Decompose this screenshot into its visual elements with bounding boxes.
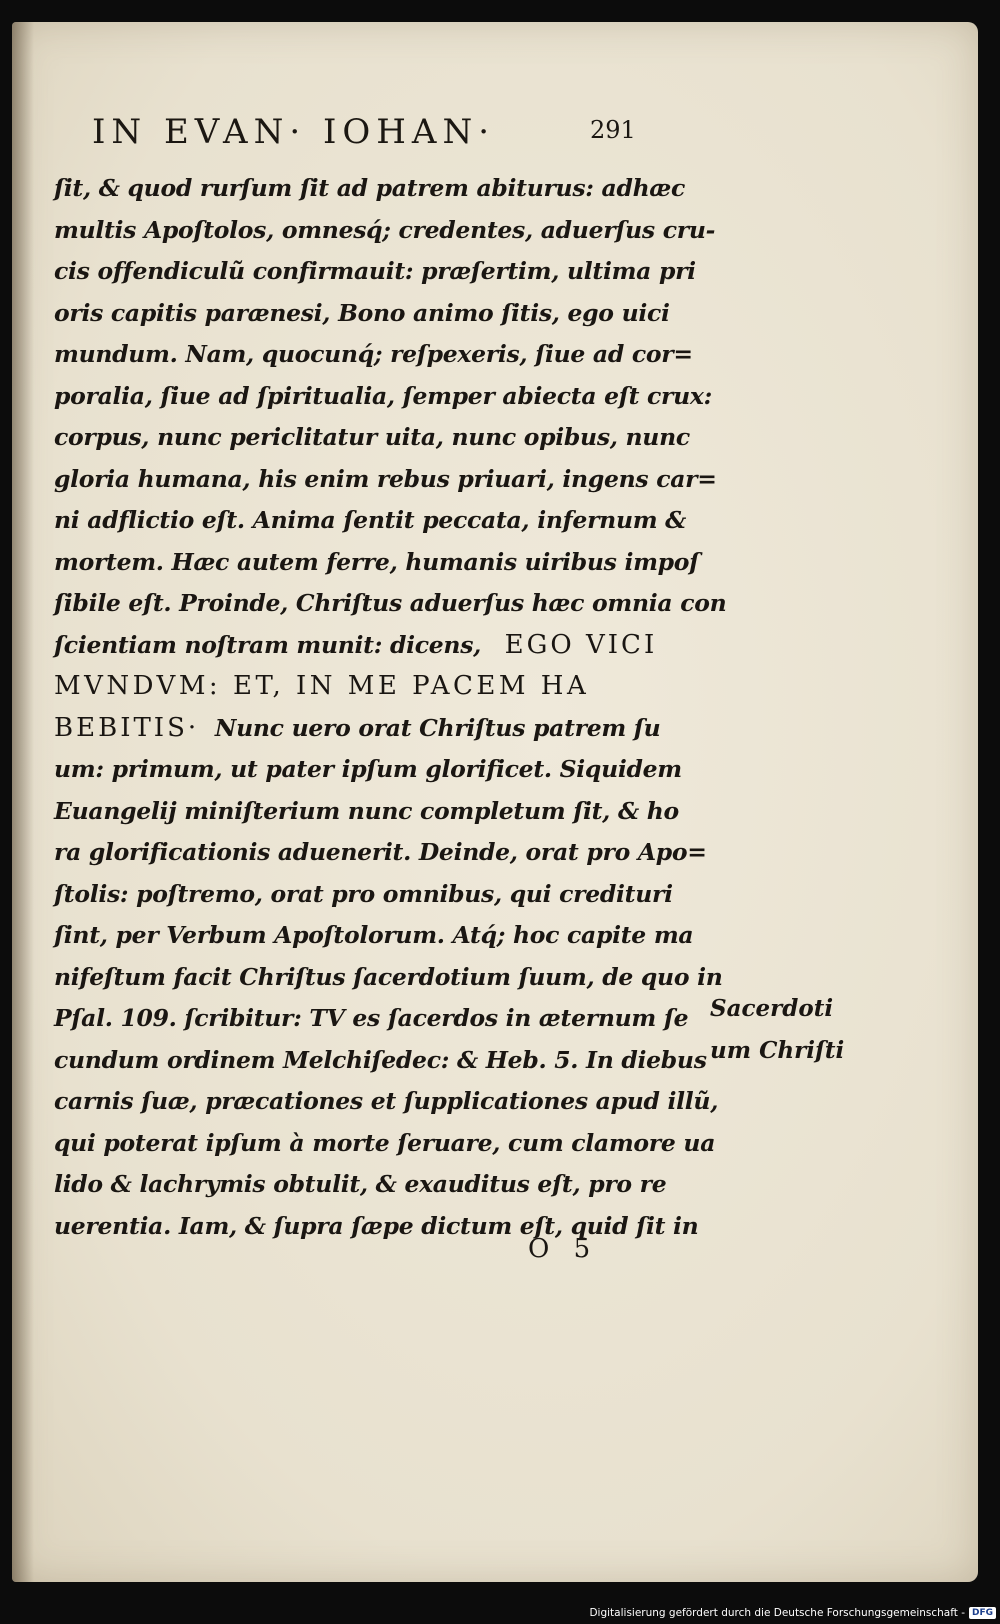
marginal-note xyxy=(710,988,870,1071)
signature-mark: O 5 xyxy=(528,1234,599,1264)
text-line: ſit, & quod rurſum ſit ad patrem abiturus: adhæc xyxy=(54,174,685,202)
text-segment: ſcientiam noſtram munit: dicens, xyxy=(54,630,482,659)
quotation-caps: BEBITIS· xyxy=(54,712,200,743)
quotation-caps: EGO VICI xyxy=(504,629,658,660)
main-text-block xyxy=(54,168,727,1247)
quotation-caps-line: MVNDVM: ET, IN ME PACEM HA xyxy=(54,671,590,701)
text-line xyxy=(54,625,694,667)
text-line: gloria humana, his enim rebus priuari, ingens car= xyxy=(54,464,717,493)
text-line: ſint, per Verbum Apoſtolorum. Atq́; hoc capite ma xyxy=(54,921,694,949)
spine-shadow xyxy=(12,22,34,1582)
page-number: 291 xyxy=(590,116,636,144)
text-line: mortem. Hæc autem ferre, humanis uiribus impoſ xyxy=(54,547,699,576)
credit-text: Digitalisierung gefördert durch die Deutsche Forschungsgemeinschaft - xyxy=(589,1607,965,1619)
text-segment: Nunc uero orat Chriſtus patrem ſu xyxy=(214,713,661,742)
marginal-note-line: um Chriſti xyxy=(710,1036,845,1064)
text-line: ra glorificationis aduenerit. Deinde, orat pro Apo= xyxy=(54,838,707,866)
text-line: um: primum, ut pater ipſum glorificet. Siquidem xyxy=(54,755,682,783)
text-line: poralia, ſiue ad ſpiritualia, ſemper abiecta eſt crux: xyxy=(54,381,712,410)
text-line: carnis ſuæ, præcationes et ſupplicationes apud illũ, xyxy=(54,1087,719,1115)
text-line: cis offendiculũ confirmauit: præſertim, ultima pri xyxy=(54,257,696,285)
running-head: IN EVAN· IOHAN· xyxy=(92,112,496,152)
text-line: uerentia. Iam, & ſupra ſæpe dictum eſt, quid ſit in xyxy=(54,1211,699,1240)
marginal-note-line: Sacerdoti xyxy=(710,995,834,1022)
text-line: oris capitis parænesi, Bono animo ſitis, ego uici xyxy=(54,298,670,327)
text-line: ſibile eſt. Proinde, Chriſtus aduerſus hæc omnia con xyxy=(54,589,727,617)
text-line: multis Apoſtolos, omnesq́; credentes, aduerſus cru- xyxy=(54,215,716,244)
text-line: cundum ordinem Melchiſedec: & Heb. 5. In diebus xyxy=(54,1045,707,1074)
text-line: mundum. Nam, quocunq́; reſpexeris, ſiue ad cor= xyxy=(54,340,693,368)
text-line: qui poterat ipſum à morte ſeruare, cum clamore ua xyxy=(54,1128,716,1157)
text-line: corpus, nunc periclitatur uita, nunc opibus, nunc xyxy=(54,423,690,451)
text-line: Euangelij miniſterium nunc completum ſit, & ho xyxy=(54,796,679,825)
text-line: ſtolis: poſtremo, orat pro omnibus, qui credituri xyxy=(54,879,673,908)
text-line: ni adflictio eſt. Anima ſentit peccata, infernum & xyxy=(54,506,687,534)
dfg-logo: DFG xyxy=(969,1607,996,1619)
text-line: lido & lachrymis obtulit, & exauditus eſt, pro re xyxy=(54,1170,667,1198)
text-line: Pſal. 109. ſcribitur: TV es ſacerdos in æternum ſe xyxy=(54,1004,689,1032)
text-line: nifeſtum facit Chriſtus ſacerdotium ſuum, de quo in xyxy=(54,962,723,991)
text-line xyxy=(54,708,694,750)
digitization-credit xyxy=(589,1604,996,1622)
